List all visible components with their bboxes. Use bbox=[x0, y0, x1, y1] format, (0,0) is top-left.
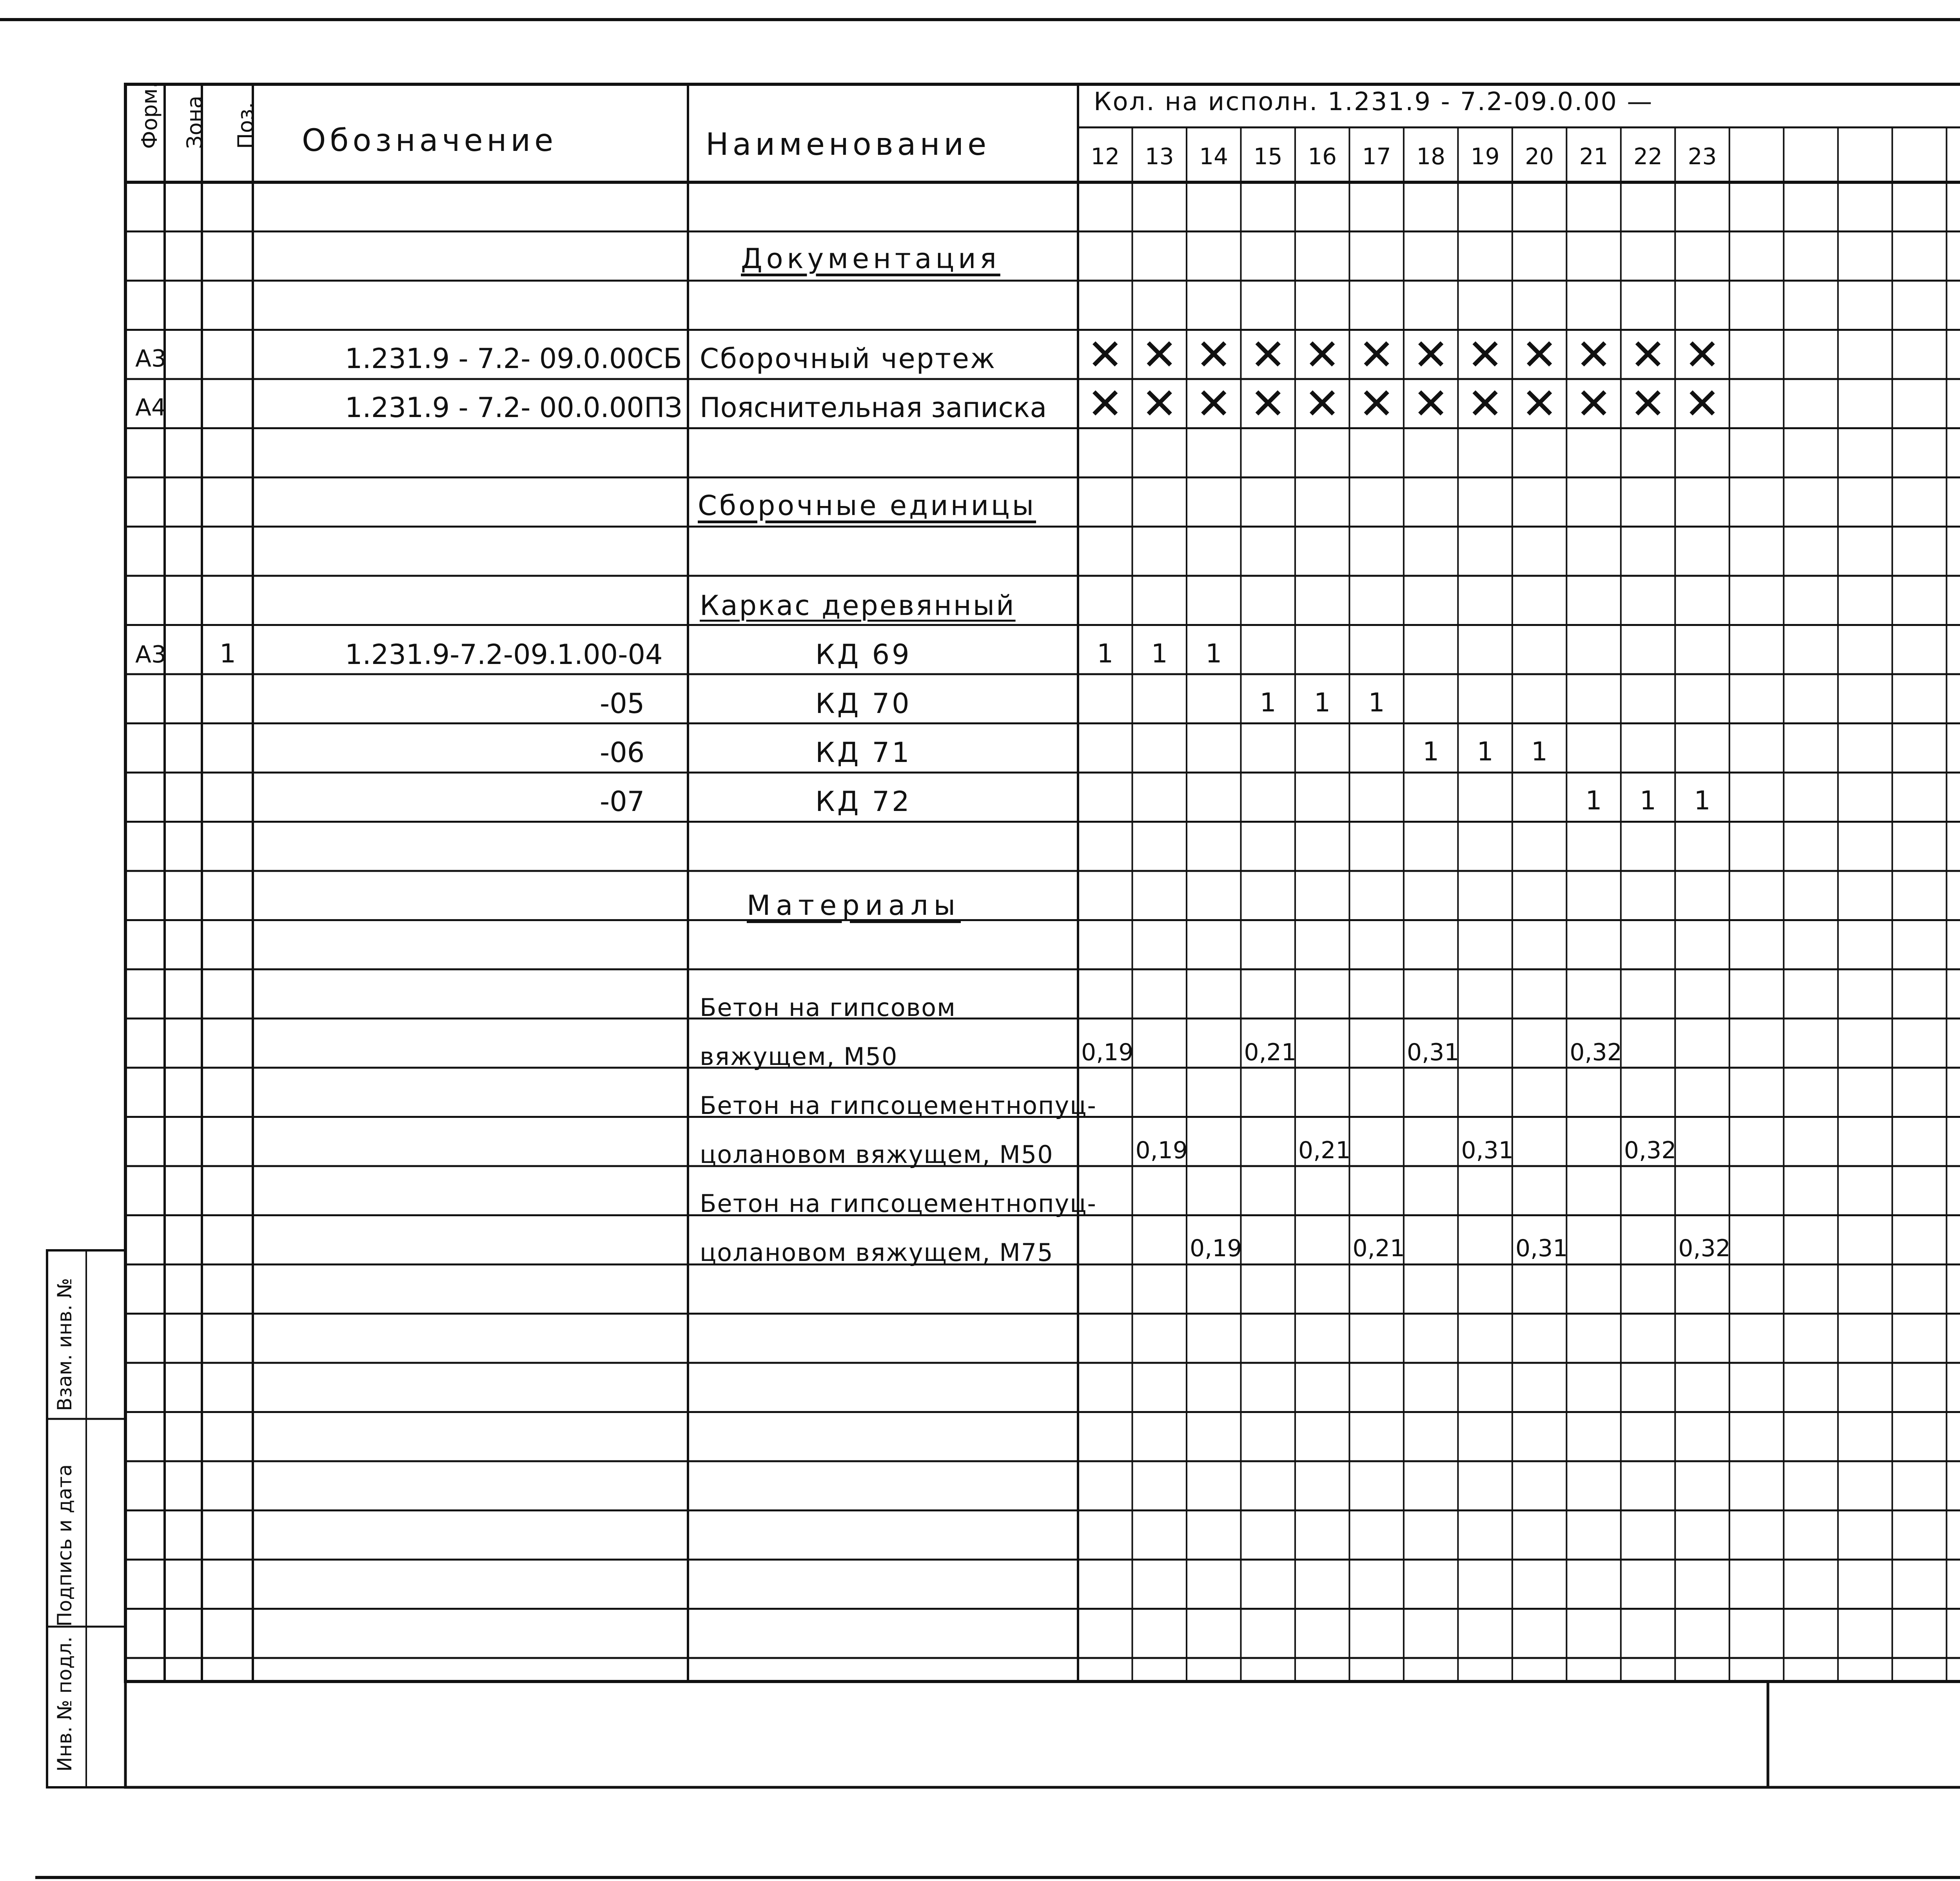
col-pos-label: Поз. bbox=[233, 102, 258, 149]
x-mark-row1-col14: ✕ bbox=[1196, 330, 1232, 380]
frame-row-1-qty-14: 1 bbox=[1205, 638, 1222, 669]
col-form-label: Форм. bbox=[137, 82, 162, 149]
doc-row-1-form: А3 bbox=[135, 345, 167, 372]
x-mark-row1-col15: ✕ bbox=[1250, 330, 1286, 380]
material-2-qty-13: 0,19 bbox=[1135, 1137, 1188, 1164]
qty-col-header-15: 15 bbox=[1253, 143, 1283, 170]
frame-title: Каркас деревянный bbox=[700, 590, 1016, 622]
frame-row-4-name: КД 72 bbox=[815, 785, 912, 818]
doc-row-1-designation: 1.231.9 - 7.2- 09.0.00СБ bbox=[345, 343, 682, 375]
qty-col-header-20: 20 bbox=[1525, 143, 1554, 170]
material-3-qty-14: 0,19 bbox=[1189, 1235, 1242, 1262]
frame-row-2-designation: -05 bbox=[600, 687, 645, 720]
x-mark-row1-col23: ✕ bbox=[1684, 330, 1720, 380]
x-mark-row2-col14: ✕ bbox=[1196, 379, 1232, 429]
material-1-qty-12: 0,19 bbox=[1081, 1039, 1134, 1066]
x-mark-row2-col23: ✕ bbox=[1684, 379, 1720, 429]
material-2-qty-19: 0,31 bbox=[1461, 1137, 1514, 1164]
frame-row-1-designation: 1.231.9-7.2-09.1.00-04 bbox=[345, 638, 663, 671]
frame-row-2-qty-16: 1 bbox=[1314, 687, 1331, 718]
material-3-line1: Бетон на гипсоцементнопуц- bbox=[700, 1189, 1097, 1218]
qty-col-header-16: 16 bbox=[1308, 143, 1337, 170]
section-assembly-units: Сборочные единицы bbox=[698, 490, 1036, 522]
x-mark-row2-col17: ✕ bbox=[1358, 379, 1395, 429]
material-1-line2: вяжущем, М50 bbox=[700, 1042, 898, 1071]
material-1-qty-15: 0,21 bbox=[1244, 1039, 1297, 1066]
x-mark-row2-col16: ✕ bbox=[1304, 379, 1341, 429]
material-2-qty-22: 0,32 bbox=[1624, 1137, 1677, 1164]
x-mark-row2-col18: ✕ bbox=[1413, 379, 1449, 429]
frame-row-2-qty-15: 1 bbox=[1259, 687, 1276, 718]
x-mark-row1-col18: ✕ bbox=[1413, 330, 1449, 380]
x-mark-row1-col21: ✕ bbox=[1575, 330, 1612, 380]
col-qty-title: Кол. на исполн. 1.231.9 - 7.2-09.0.00 — bbox=[1094, 87, 1653, 116]
doc-row-1-name: Сборочный чертеж bbox=[700, 343, 996, 375]
x-mark-row2-col20: ✕ bbox=[1521, 379, 1558, 429]
doc-row-2-form: А4 bbox=[135, 394, 167, 421]
qty-col-header-23: 23 bbox=[1688, 143, 1717, 170]
frame-row-3-designation: -06 bbox=[600, 736, 645, 769]
section-documentation: Документация bbox=[741, 243, 1000, 275]
x-mark-row1-col16: ✕ bbox=[1304, 330, 1341, 380]
material-1-qty-21: 0,32 bbox=[1570, 1039, 1622, 1066]
frame-row-1-form: А3 bbox=[135, 641, 167, 668]
material-3-line2: цолановом вяжущем, М75 bbox=[700, 1238, 1054, 1267]
x-mark-row2-col22: ✕ bbox=[1630, 379, 1666, 429]
frame-row-1-name: КД 69 bbox=[815, 638, 912, 671]
frame-row-2-name: КД 70 bbox=[815, 687, 912, 720]
frame-row-1-qty-12: 1 bbox=[1097, 638, 1114, 669]
qty-col-header-12: 12 bbox=[1091, 143, 1120, 170]
x-mark-row2-col19: ✕ bbox=[1467, 379, 1503, 429]
x-mark-row2-col12: ✕ bbox=[1087, 379, 1123, 429]
frame-row-4-designation: -07 bbox=[600, 785, 645, 818]
col-zone-label: Зона bbox=[182, 95, 207, 149]
frame-row-2-qty-17: 1 bbox=[1368, 687, 1385, 718]
x-mark-row1-col19: ✕ bbox=[1467, 330, 1503, 380]
material-1-qty-18: 0,31 bbox=[1406, 1039, 1459, 1066]
col-designation-label: Обозначение bbox=[302, 123, 557, 158]
frame-row-1-qty-13: 1 bbox=[1151, 638, 1168, 669]
doc-row-2-designation: 1.231.9 - 7.2- 00.0.00ПЗ bbox=[345, 392, 682, 424]
frame-row-3-name: КД 71 bbox=[815, 736, 912, 769]
table-outer-border bbox=[125, 84, 1960, 1681]
side-sign-date: Подпись и дата bbox=[53, 1464, 76, 1627]
qty-col-header-22: 22 bbox=[1633, 143, 1662, 170]
material-3-qty-17: 0,21 bbox=[1352, 1235, 1405, 1262]
side-replace-inv: Взам. инв. № bbox=[53, 1278, 76, 1411]
qty-col-header-17: 17 bbox=[1362, 143, 1391, 170]
qty-col-header-18: 18 bbox=[1416, 143, 1445, 170]
title-block-border bbox=[125, 1681, 1960, 1787]
col-name-label: Наименование bbox=[706, 127, 991, 162]
x-mark-row1-col22: ✕ bbox=[1630, 330, 1666, 380]
x-mark-row2-col15: ✕ bbox=[1250, 379, 1286, 429]
qty-col-header-21: 21 bbox=[1579, 143, 1608, 170]
x-mark-row2-col21: ✕ bbox=[1575, 379, 1612, 429]
material-2-line2: цолановом вяжущем, М50 bbox=[700, 1140, 1054, 1169]
x-mark-row1-col20: ✕ bbox=[1521, 330, 1558, 380]
material-3-qty-20: 0,31 bbox=[1515, 1235, 1568, 1262]
section-materials: Материалы bbox=[747, 889, 961, 921]
material-3-qty-23: 0,32 bbox=[1678, 1235, 1731, 1262]
side-inv-orig: Инв. № подл. bbox=[53, 1636, 76, 1772]
doc-row-2-name: Пояснительная записка bbox=[700, 392, 1047, 424]
frame-row-4-qty-23: 1 bbox=[1694, 785, 1711, 816]
qty-col-header-13: 13 bbox=[1145, 143, 1174, 170]
material-1-line1: Бетон на гипсовом bbox=[700, 993, 956, 1022]
x-mark-row1-col13: ✕ bbox=[1141, 330, 1178, 380]
frame-row-3-qty-20: 1 bbox=[1531, 736, 1548, 767]
frame-row-4-qty-21: 1 bbox=[1585, 785, 1602, 816]
x-mark-row1-col17: ✕ bbox=[1358, 330, 1395, 380]
frame-row-3-qty-19: 1 bbox=[1477, 736, 1494, 767]
x-mark-row2-col13: ✕ bbox=[1141, 379, 1178, 429]
frame-row-1-pos: 1 bbox=[220, 638, 236, 669]
material-2-qty-16: 0,21 bbox=[1298, 1137, 1351, 1164]
qty-col-header-19: 19 bbox=[1470, 143, 1500, 170]
x-mark-row1-col12: ✕ bbox=[1087, 330, 1123, 380]
material-2-line1: Бетон на гипсоцементнопуц- bbox=[700, 1091, 1097, 1120]
frame-row-3-qty-18: 1 bbox=[1423, 736, 1439, 767]
qty-col-header-14: 14 bbox=[1199, 143, 1229, 170]
frame-row-4-qty-22: 1 bbox=[1640, 785, 1657, 816]
